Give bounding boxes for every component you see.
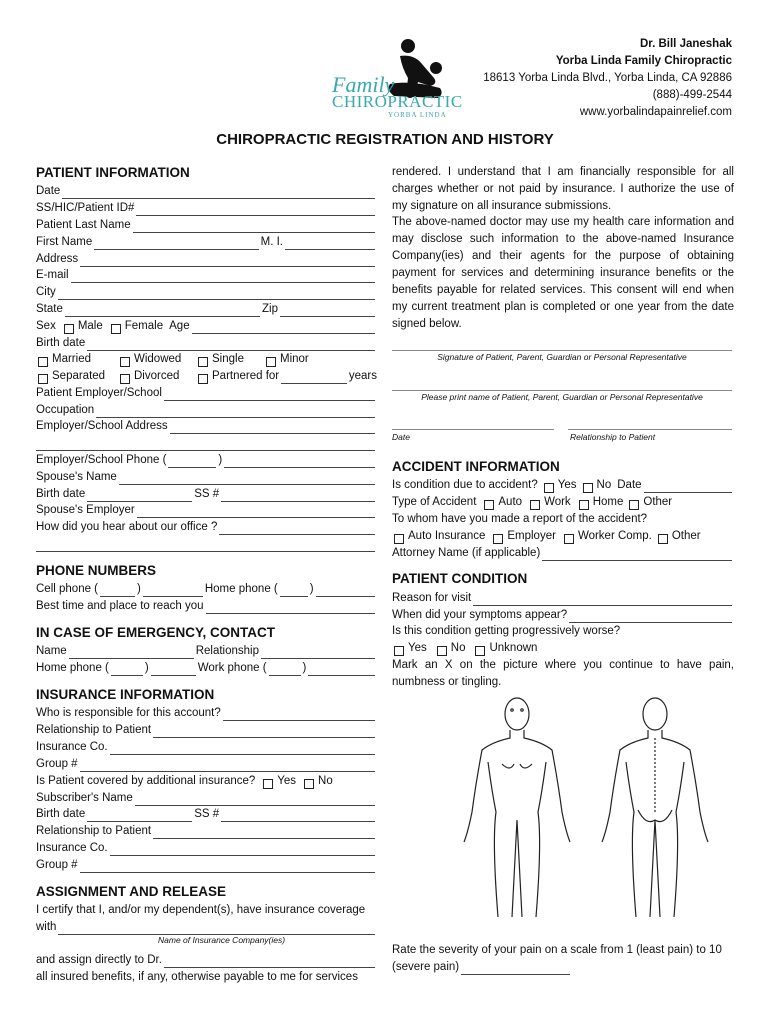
body-front-figure-icon[interactable]: [452, 692, 582, 922]
paren: ): [309, 583, 314, 595]
occupation-label: Occupation: [36, 404, 95, 416]
report-other-label: Other: [671, 530, 701, 542]
male-label: Male: [77, 320, 103, 332]
first-name-label: First Name: [36, 236, 93, 248]
worse-yes-label: Yes: [408, 642, 427, 654]
address-row: [36, 251, 377, 267]
female-checkbox[interactable]: [111, 324, 121, 334]
accident-type-label: Type of Accident: [392, 496, 477, 508]
accident-auto-label: Auto: [498, 496, 523, 508]
date-field[interactable]: [62, 186, 375, 199]
symptoms-row: [392, 607, 734, 623]
worse-label: Is this condition getting progressively worse?: [392, 625, 621, 637]
state-field[interactable]: [65, 304, 260, 317]
emergency-home-label: Home phone (: [36, 662, 109, 674]
mark-instructions: Mark an X on the picture where you continue to have pain, numbness or tingling.: [392, 659, 734, 688]
spouse-birth-label: Birth date: [36, 488, 86, 500]
subscriber-field[interactable]: [135, 793, 375, 806]
ins-rel-row: [36, 722, 377, 738]
sign-relationship-line[interactable]: [568, 428, 732, 430]
practice-phone: (888)-499-2544: [652, 89, 732, 101]
first-name-field[interactable]: [94, 237, 258, 250]
logo-text-chiropractic: CHIROPRACTIC: [332, 92, 463, 111]
reason-label: Reason for visit: [392, 592, 472, 604]
accident-no-checkbox[interactable]: [583, 483, 593, 493]
logo-text-yorba-linda: YORBA LINDA: [388, 111, 447, 119]
practice-website: www.yorbalindapainrelief.com: [579, 106, 732, 118]
ins-rel2-label: Relationship to Patient: [36, 825, 152, 837]
age-field[interactable]: [192, 321, 375, 334]
ins-additional-yes-checkbox[interactable]: [263, 779, 273, 789]
home-area-field[interactable]: [280, 584, 308, 597]
ins-co2-row: [36, 840, 377, 856]
spouse-row: [36, 469, 377, 485]
occupation-field[interactable]: [96, 405, 375, 418]
assignment-text-1: I certify that I, and/or my dependent(s), have insurance coverage: [36, 904, 366, 916]
insurance-heading: INSURANCE INFORMATION: [36, 687, 215, 702]
accident-yes-checkbox[interactable]: [544, 483, 554, 493]
worse-unknown-checkbox[interactable]: [475, 646, 485, 656]
spouse-employer-row: [36, 502, 377, 518]
subscriber-ss-field[interactable]: [221, 809, 375, 822]
paren: ): [218, 454, 223, 466]
city-field[interactable]: [58, 287, 375, 300]
mi-label: M. I.: [260, 236, 283, 248]
partnered-checkbox[interactable]: [198, 374, 208, 384]
hear-label: How did you hear about our office ?: [36, 521, 218, 533]
assign-doctor-field[interactable]: [164, 955, 375, 968]
divorced-checkbox[interactable]: [120, 374, 130, 384]
emergency-home-field[interactable]: [151, 663, 196, 676]
ins-rel-label: Relationship to Patient: [36, 724, 152, 736]
employer-address-row: [36, 418, 377, 434]
reason-row: [392, 590, 734, 606]
ins-no-label: No: [318, 775, 333, 787]
worse-options: [392, 640, 734, 656]
report-auto-ins-label: Auto Insurance: [408, 530, 486, 542]
last-name-row: [36, 217, 377, 233]
logo-text-family: Family: [332, 72, 395, 97]
cell-label: Cell phone (: [36, 583, 99, 595]
worse-unknown-label: Unknown: [489, 642, 538, 654]
married-label: Married: [52, 353, 91, 365]
last-name-label: Patient Last Name: [36, 219, 131, 231]
report-employer-label: Employer: [507, 530, 556, 542]
print-name-caption: Please print name of Patient, Parent, Guardian or Personal Representative: [421, 392, 703, 402]
accident-no-label: No: [596, 479, 612, 491]
subscriber-birth-field[interactable]: [87, 809, 192, 822]
ins-co2-field[interactable]: [110, 843, 375, 856]
ins-rel2-field[interactable]: [153, 826, 375, 839]
birth-label: Birth date: [36, 337, 86, 349]
best-time-row: [36, 598, 377, 614]
widowed-label: Widowed: [134, 353, 182, 365]
insurance-company-field[interactable]: [58, 922, 375, 935]
spouse-birth-row: [36, 486, 377, 502]
best-time-field[interactable]: [206, 601, 376, 614]
email-row: [36, 267, 377, 283]
subscriber-row: [36, 790, 377, 806]
separated-checkbox[interactable]: [38, 374, 48, 384]
emergency-phone-row: [36, 660, 377, 676]
minor-label: Minor: [280, 353, 309, 365]
accident-work-checkbox[interactable]: [530, 500, 540, 510]
cell-row: [36, 581, 377, 597]
years-label: years: [348, 370, 377, 382]
subscriber-ss-label: SS #: [194, 808, 220, 820]
reason-field[interactable]: [473, 593, 732, 606]
cell-field[interactable]: [143, 584, 203, 597]
last-name-field[interactable]: [133, 220, 375, 233]
employer-address-row-2: [36, 435, 377, 451]
form-title: CHIROPRACTIC REGISTRATION AND HISTORY: [216, 131, 554, 148]
subscriber-label: Subscriber's Name: [36, 792, 133, 804]
worse-row: [392, 623, 734, 639]
zip-label: Zip: [262, 303, 278, 315]
print-name-line[interactable]: [392, 389, 732, 391]
divorced-label: Divorced: [134, 370, 180, 382]
doctor-name: Dr. Bill Janeshak: [639, 38, 732, 50]
release-paragraph-1: rendered. I understand that I am financially responsible for all charges whether or not paid by insurance. I authorize the use of my signature on all insurance submissions.: [392, 166, 734, 212]
sex-label: Sex: [36, 320, 56, 332]
symptoms-field[interactable]: [569, 610, 732, 623]
employer-address-field-2[interactable]: [36, 438, 375, 451]
female-label: Female: [124, 320, 164, 332]
attorney-row: [392, 545, 734, 561]
attorney-field[interactable]: [542, 548, 732, 561]
assignment-line-1: [36, 902, 377, 918]
ins-additional-no-checkbox[interactable]: [304, 779, 314, 789]
assignment-text-last: all insured benefits, if any, otherwise payable to me for services: [36, 971, 358, 983]
state-row: [36, 301, 377, 317]
employer-address-label: Employer/School Address: [36, 420, 168, 432]
emergency-work-field[interactable]: [308, 663, 375, 676]
accident-yes-label: Yes: [557, 479, 577, 491]
first-name-row: [36, 234, 377, 250]
pain-scale-label: (severe pain): [392, 961, 460, 973]
city-label: City: [36, 286, 56, 298]
best-time-label: Best time and place to reach you: [36, 600, 204, 612]
partnered-years-field[interactable]: [281, 371, 347, 384]
single-checkbox[interactable]: [198, 357, 208, 367]
minor-checkbox[interactable]: [266, 357, 276, 367]
hear-row: [36, 519, 377, 535]
spouse-ss-field[interactable]: [221, 489, 375, 502]
home-phone-label: Home phone (: [204, 583, 278, 595]
worse-no-checkbox[interactable]: [437, 646, 447, 656]
condition-heading: PATIENT CONDITION: [392, 571, 528, 586]
emergency-name-row: [36, 643, 377, 659]
address-label: Address: [36, 253, 79, 265]
accident-heading: ACCIDENT INFORMATION: [392, 459, 560, 474]
signature-line[interactable]: [392, 349, 732, 351]
attorney-label: Attorney Name (if applicable): [392, 547, 541, 559]
sign-date-caption: Date: [392, 432, 410, 442]
age-label: Age: [169, 320, 190, 332]
patient-info-heading: PATIENT INFORMATION: [36, 165, 190, 180]
male-checkbox[interactable]: [64, 324, 74, 334]
accident-home-label: Home: [592, 496, 624, 508]
assignment-line-last: [36, 969, 377, 985]
employer-phone-area[interactable]: [168, 455, 216, 468]
practice-name: Yorba Linda Family Chiropractic: [555, 55, 732, 67]
practice-header: [483, 36, 732, 121]
spouse-label: Spouse's Name: [36, 471, 117, 483]
ins-group2-row: [36, 857, 377, 873]
date-label: Date: [36, 185, 61, 197]
accident-other-label: Other: [643, 496, 673, 508]
ins-co-row: [36, 739, 377, 755]
employer-phone-row: [36, 452, 377, 468]
spouse-employer-field[interactable]: [137, 505, 375, 518]
ins-group2-label: Group #: [36, 859, 78, 871]
single-label: Single: [212, 353, 244, 365]
employer-field[interactable]: [164, 388, 375, 401]
occupation-row: [36, 402, 377, 418]
report-workcomp-label: Worker Comp.: [577, 530, 652, 542]
emergency-work-area[interactable]: [269, 663, 301, 676]
employer-phone-field[interactable]: [224, 455, 375, 468]
ins-who-row: [36, 705, 377, 721]
ins-rel-field[interactable]: [153, 725, 375, 738]
emergency-home-area[interactable]: [111, 663, 143, 676]
date-row: [36, 183, 377, 199]
paren: ): [144, 662, 149, 674]
emergency-name-label: Name: [36, 645, 67, 657]
ins-yes-label: Yes: [277, 775, 297, 787]
ins-additional-row: [36, 773, 377, 789]
assignment-heading: ASSIGNMENT AND RELEASE: [36, 884, 227, 899]
ss-row: [36, 200, 377, 216]
ins-who-field[interactable]: [223, 708, 375, 721]
email-field[interactable]: [71, 270, 375, 283]
assign-doctor-label: and assign directly to Dr.: [36, 954, 162, 966]
hear-field[interactable]: [219, 522, 375, 535]
marital-row-2: [36, 368, 377, 384]
employer-label: Patient Employer/School: [36, 387, 162, 399]
employer-address-field[interactable]: [170, 421, 375, 434]
birth-row: [36, 335, 377, 351]
ss-label: SS/HIC/Patient ID#: [36, 202, 135, 214]
symptoms-label: When did your symptoms appear?: [392, 609, 568, 621]
release-paragraph-2: The above-named doctor may use my health care information and may disclose such information to the above-named Insurance Company(ies) and their agents for the purpose of obtaining payment for services and determining insurance benefits or the benefits payable for related services. This consent will end when my current treatment plan is completed or one year from the date signed below.: [392, 216, 734, 330]
ins-group-row: [36, 756, 377, 772]
accident-date-field[interactable]: [644, 480, 732, 493]
accident-date-label: Date: [617, 479, 642, 491]
partnered-label: Partnered for: [212, 370, 280, 382]
report-employer-checkbox[interactable]: [493, 534, 503, 544]
sex-row: [36, 318, 377, 334]
report-other-checkbox[interactable]: [658, 534, 668, 544]
accident-q-label: Is condition due to accident?: [392, 479, 538, 491]
separated-label: Separated: [52, 370, 106, 382]
married-checkbox[interactable]: [38, 357, 48, 367]
ins-co2-label: Insurance Co.: [36, 842, 108, 854]
marital-row-1: [36, 351, 377, 367]
home-phone-field[interactable]: [316, 584, 375, 597]
practice-address: 18613 Yorba Linda Blvd., Yorba Linda, CA 92886: [483, 72, 732, 84]
pain-scale-text: Rate the severity of your pain on a scale from 1 (least pain) to 10: [392, 944, 722, 956]
paren: ): [302, 662, 307, 674]
report-workcomp-checkbox[interactable]: [564, 534, 574, 544]
ins-group2-field[interactable]: [80, 860, 375, 873]
paren: ): [137, 583, 141, 595]
spouse-ss-label: SS #: [194, 488, 220, 500]
pain-scale-row: [392, 959, 572, 975]
accident-home-checkbox[interactable]: [579, 500, 589, 510]
sign-relationship-caption: Relationship to Patient: [570, 432, 656, 442]
city-row: [36, 284, 377, 300]
worse-yes-checkbox[interactable]: [394, 646, 404, 656]
accident-other-checkbox[interactable]: [629, 500, 639, 510]
emergency-relationship-label: Relationship: [195, 645, 259, 657]
employer-phone-label: Employer/School Phone (: [36, 454, 167, 466]
body-back-figure-icon[interactable]: [590, 692, 720, 922]
accident-auto-checkbox[interactable]: [484, 500, 494, 510]
report-auto-ins-checkbox[interactable]: [394, 534, 404, 544]
accident-work-label: Work: [544, 496, 571, 508]
ins-group-field[interactable]: [80, 759, 375, 772]
emergency-heading: IN CASE OF EMERGENCY, CONTACT: [36, 625, 276, 640]
cell-area-field[interactable]: [100, 584, 135, 597]
assignment-with-row: [36, 919, 377, 935]
spouse-employer-label: Spouse's Employer: [36, 504, 135, 516]
accident-type-row: [392, 494, 734, 510]
accident-report-label: To whom have you made a report of the accident?: [392, 513, 648, 525]
mi-field[interactable]: [285, 237, 375, 250]
spouse-field[interactable]: [119, 472, 375, 485]
accident-q-row: [392, 477, 734, 493]
ins-group-label: Group #: [36, 758, 78, 770]
zip-field[interactable]: [280, 304, 375, 317]
ins-additional-label: Is Patient covered by additional insurance?: [36, 775, 256, 787]
assign-doctor-row: [36, 952, 377, 968]
state-label: State: [36, 303, 63, 315]
subscriber-birth-label: Birth date: [36, 808, 86, 820]
email-label: E-mail: [36, 269, 69, 281]
emergency-name-field[interactable]: [69, 646, 194, 659]
spouse-birth-field[interactable]: [87, 489, 192, 502]
subscriber-birth-row: [36, 806, 377, 822]
accident-report-options: [392, 528, 734, 544]
insurance-company-caption: Name of Insurance Company(ies): [158, 935, 286, 945]
address-field[interactable]: [80, 254, 375, 267]
emergency-work-label: Work phone (: [197, 662, 267, 674]
widowed-checkbox[interactable]: [120, 357, 130, 367]
ins-who-label: Who is responsible for this account?: [36, 707, 221, 719]
hear-row-2: [36, 536, 377, 552]
signature-caption: Signature of Patient, Parent, Guardian or Personal Representative: [437, 352, 687, 362]
worse-no-label: No: [450, 642, 466, 654]
sign-date-line[interactable]: [392, 428, 554, 430]
ss-field[interactable]: [136, 203, 375, 216]
employer-row: [36, 385, 377, 401]
accident-report-row: [392, 511, 734, 527]
ins-co-label: Insurance Co.: [36, 741, 108, 753]
hear-field-2[interactable]: [36, 539, 375, 552]
assignment-with-label: with: [36, 921, 57, 933]
birth-field[interactable]: [87, 338, 375, 351]
pain-scale-field[interactable]: [461, 962, 570, 975]
ins-rel2-row: [36, 823, 377, 839]
emergency-relationship-field[interactable]: [261, 646, 375, 659]
phone-numbers-heading: PHONE NUMBERS: [36, 563, 157, 578]
ins-co-field[interactable]: [110, 742, 375, 755]
